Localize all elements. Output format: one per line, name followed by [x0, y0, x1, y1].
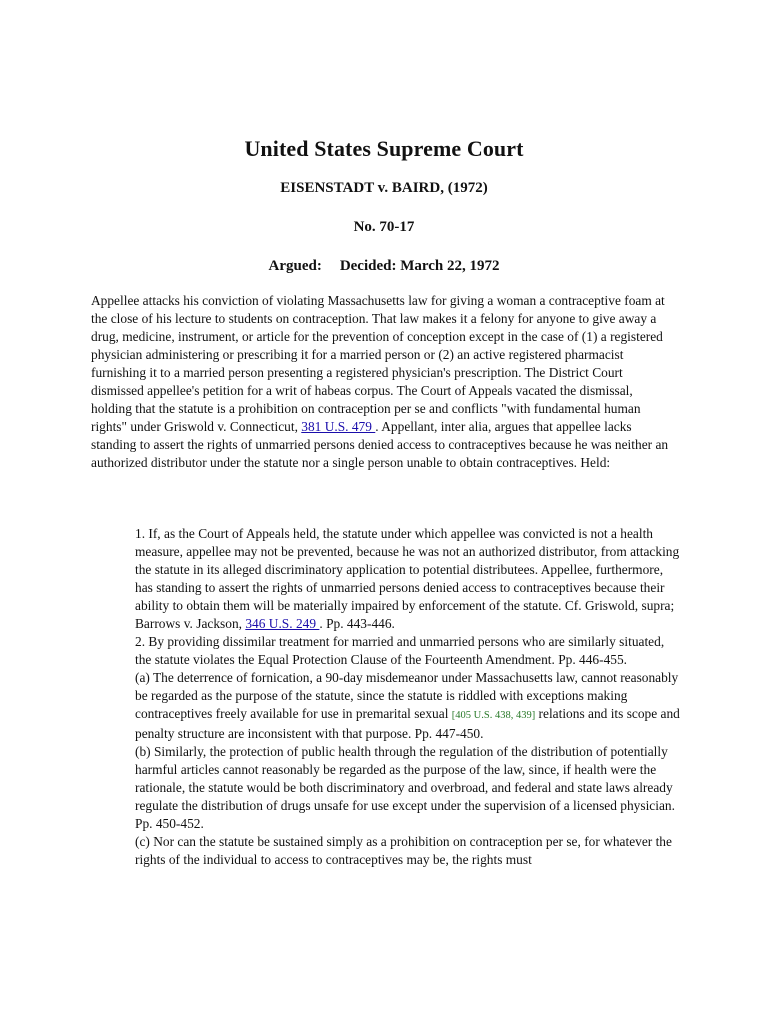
holding-a-text-1: (a) The deterrence of fornication, a 90-day misdemeanor under Massachusetts law, cannot reasonably be regarded as the purpose of the statute, since the statute is riddled with exceptions making contraceptives freely available for use in premarital sexual	[135, 670, 679, 721]
page-title: United States Supreme Court	[244, 136, 524, 161]
summary-text-part-2: . Appellant, inter alia, argues that appellee lacks standing to assert the rights of unmarried persons denied access to contraceptives because he was neither an authorized distributor under the statute nor a single person unable to obtain contraceptives. Held:	[91, 419, 669, 470]
holding-item-1	[135, 525, 680, 633]
case-dates	[0, 258, 768, 275]
summary-text-part-1: Appellee attacks his conviction of violating Massachusetts law for giving a woman a contraceptive foam at the close of his lecture to students on contraception. That law makes it a felony for anyone to give away a drug, medicine, instrument, or article for the prevention of conception except in the case of (1) a registered physician administering or prescribing it for a married person or (2) an active registered pharmacist furnishing it to a married person presenting a registered physician's prescription. The District Court dismissed appellee's petition for a writ of habeas corpus. The Court of Appeals vacated the dismissal, holding that the statute is a prohibition on contraception per se and conflicts "with fundamental human rights" under Griswold v. Connecticut,	[91, 293, 665, 434]
argued-label: Argued:	[268, 258, 322, 274]
case-summary	[91, 292, 677, 472]
holding-a-text-2: relations and its scope and penalty structure are inconsistent with that purpose. Pp. 447-450.	[135, 706, 680, 741]
holding-1-text: 1. If, as the Court of Appeals held, the statute under which appellee was convicted is not a health measure, appellee may not be prevented, because he was not an authorized distributor, from attacking the statute in its alleged discriminatory application to potential distributees. Appellee, furthermore, has standing to assert the rights of unmarried persons denied access to contraceptives because their ability to obtain them will be materially impaired by enforcement of the statute. Cf. Griswold, supra; Barrows v. Jackson,	[135, 526, 680, 631]
decided-date: Decided: March 22, 1972	[339, 258, 500, 274]
case-name: EISENSTADT v. BAIRD, (1972)	[280, 180, 488, 196]
citation-link-381-us-479[interactable]: 381 U.S. 479	[301, 419, 376, 434]
holding-item-a	[135, 669, 680, 743]
holding-item-2: 2. By providing dissimilar treatment for married and unmarried persons who are similarly situated, the statute violates the Equal Protection Clause of the Fourteenth Amendment. Pp. 446-455.	[135, 634, 665, 667]
page-marker: [405 U.S. 438, 439]	[451, 710, 536, 721]
holding-1-pages: . Pp. 443-446.	[319, 616, 395, 631]
holdings-list	[135, 525, 680, 869]
docket-number: No. 70-17	[353, 219, 415, 235]
holding-item-c: (c) Nor can the statute be sustained simply as a prohibition on contraception per se, for whatever the rights of the individual to access to contraceptives may be, the rights must	[135, 834, 672, 867]
holding-item-b: (b) Similarly, the protection of public health through the regulation of the distribution of potentially harmful articles cannot reasonably be regarded as the purpose of the law, since, if health were the rationale, the statute would be both discriminatory and overbroad, and federal and state laws already regulate the distribution of drugs unsafe for use except under the supervision of a licensed physician. Pp. 450-452.	[135, 744, 675, 831]
citation-link-346-us-249[interactable]: 346 U.S. 249	[245, 616, 320, 631]
